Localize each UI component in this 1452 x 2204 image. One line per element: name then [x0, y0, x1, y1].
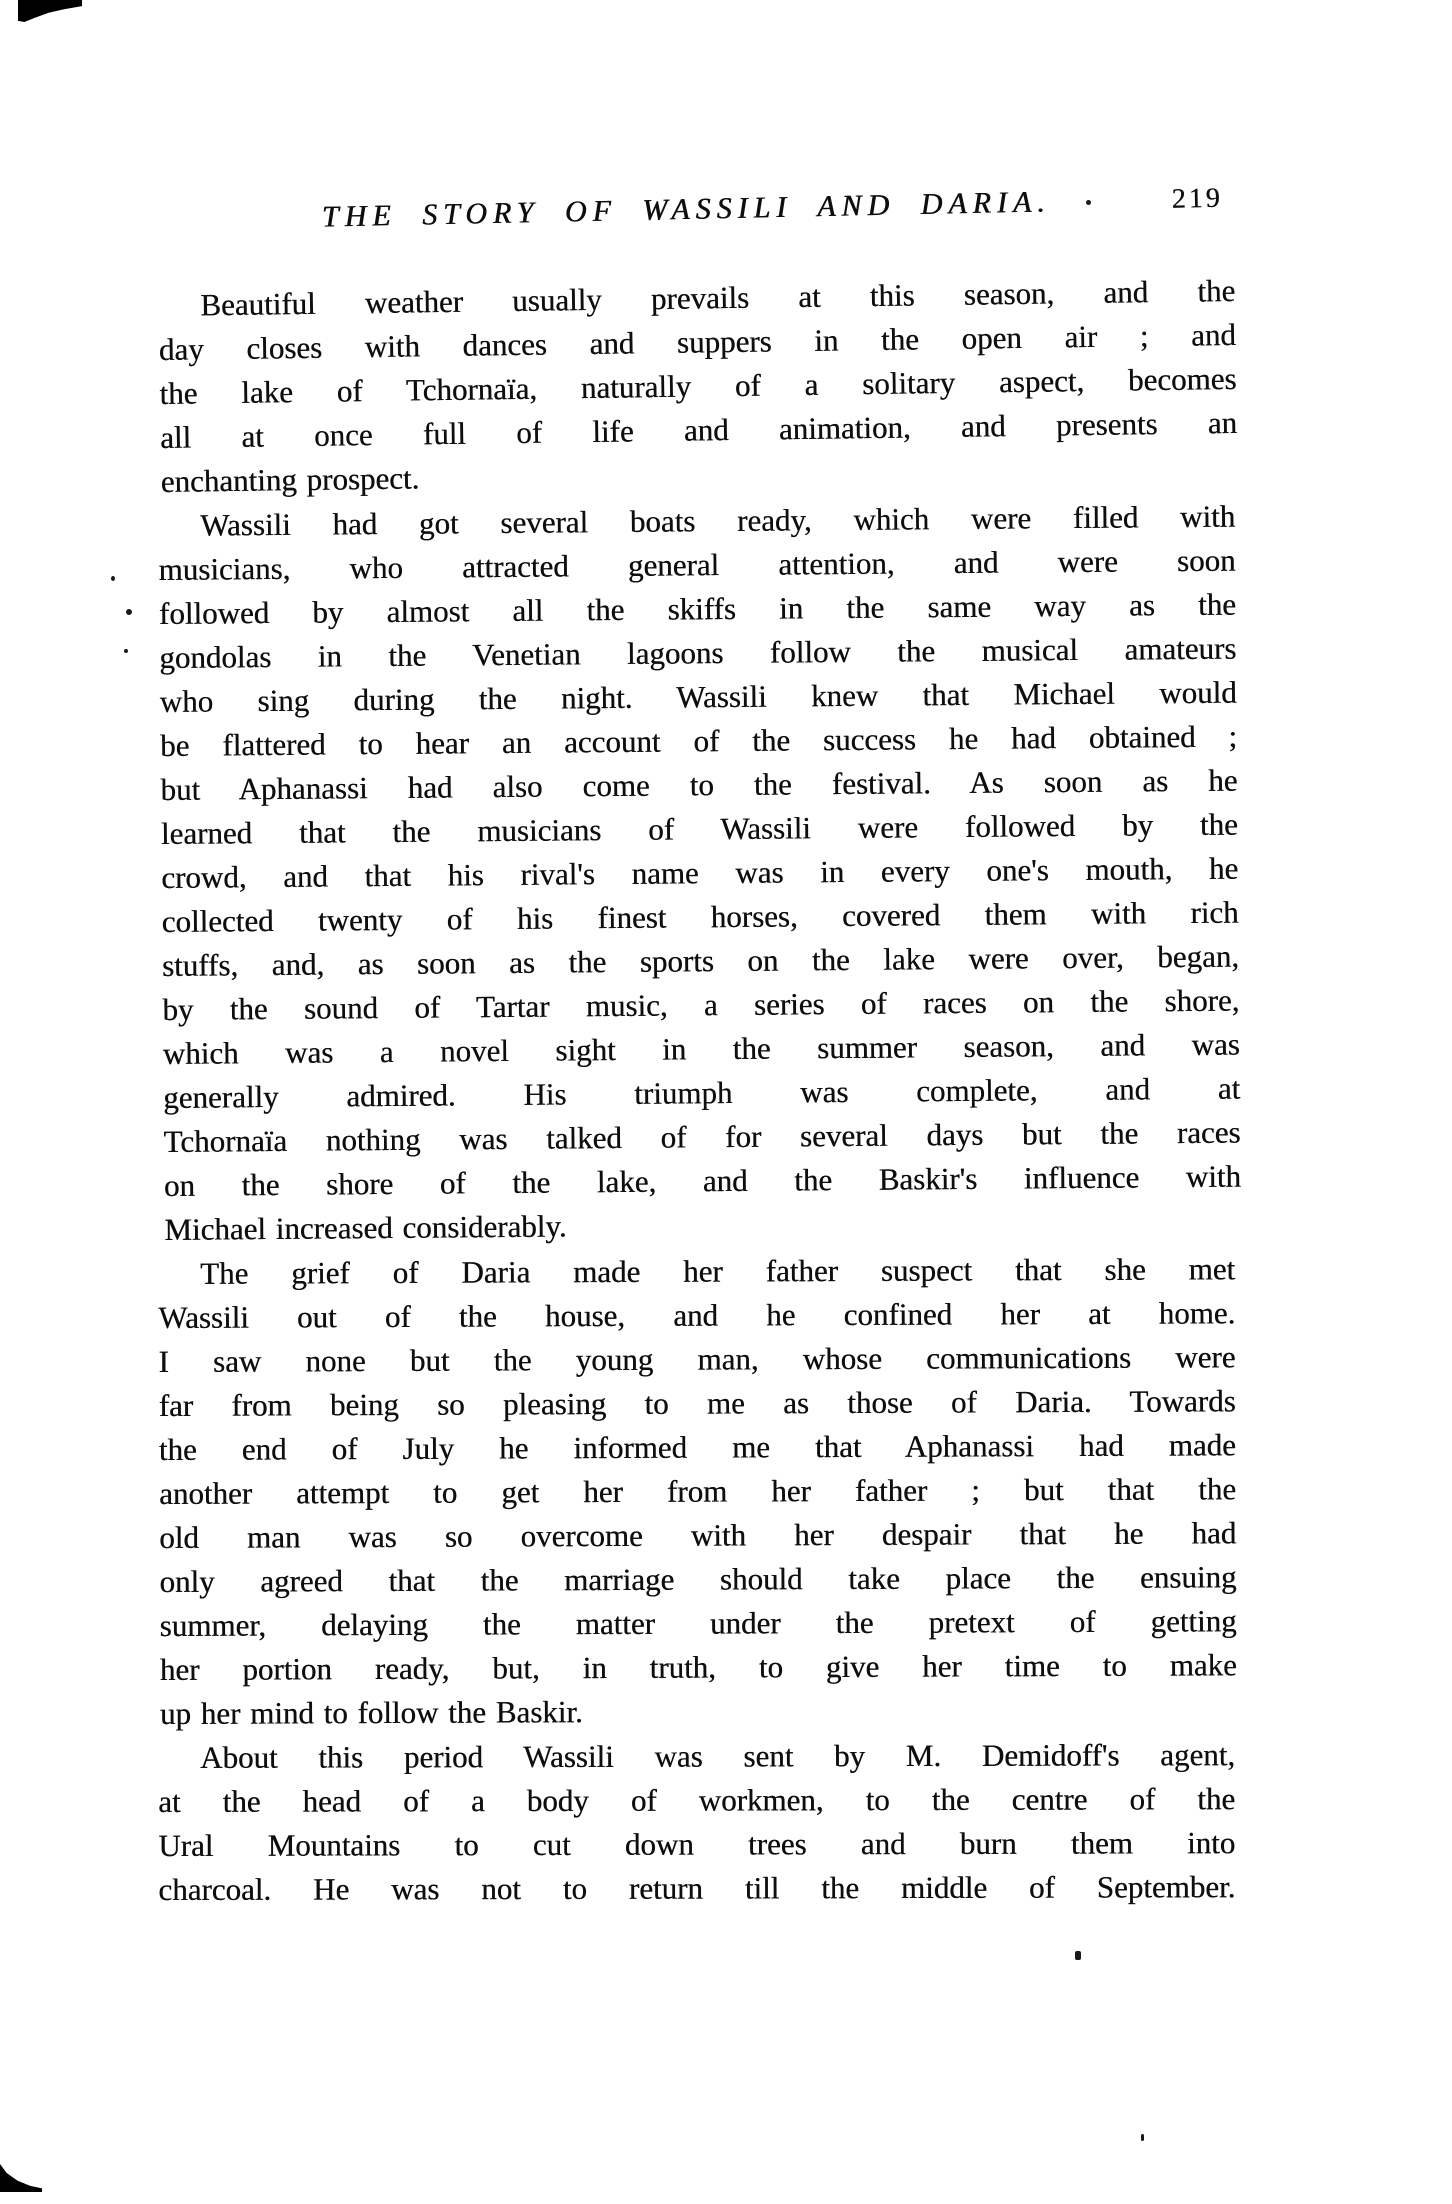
text-line: Wassili had got several boats ready, which were filled with: [200, 498, 1236, 543]
text-line: on the shore of the lake, and the Baskir's influence with: [163, 1158, 1242, 1203]
page-title: THE STORY OF WASSILI AND DARIA.: [321, 185, 1051, 234]
text-line: her portion ready, but, in truth, to give her time to make: [159, 1647, 1237, 1687]
text-line: crowd, and that his rival's name was in every one's mouth, he: [161, 850, 1239, 895]
ink-speck: [124, 649, 128, 653]
text-line: by the sound of Tartar music, a series of races on the shore,: [162, 982, 1240, 1027]
text-line: Beautiful weather usually prevails at this season, and the: [200, 272, 1236, 323]
text-line: stuffs, and, as soon as the sports on the lake were over, began,: [161, 938, 1240, 983]
ink-blot-top-left: [18, 0, 82, 22]
text-line: followed by almost all the skiffs in the same way as the: [158, 586, 1237, 631]
text-line: charcoal. He was not to return till the middle of September.: [158, 1869, 1236, 1907]
text-line: enchanting prospect.: [160, 460, 420, 499]
text-line: musicians, who attracted general attention, and were soon: [158, 542, 1236, 587]
text-line: the end of July he informed me that Aphanassi had made: [158, 1427, 1236, 1467]
text-line: Tchornaïa nothing was talked of for several days but the races: [163, 1114, 1241, 1159]
text-line: collected twenty of his finest horses, covered them with rich: [161, 894, 1239, 939]
text-line: generally admired. His triumph was complete, and at: [163, 1070, 1241, 1115]
text-line: the lake of Tchornaïa, naturally of a solitary aspect, becomes: [159, 360, 1237, 411]
ink-speck: [1141, 2134, 1144, 2141]
text-line: at the head of a body of workmen, to the centre of the: [158, 1781, 1236, 1819]
paragraph: [158, 495, 1241, 1252]
text-line: Michael increased considerably.: [164, 1208, 567, 1247]
text-line: day closes with dances and suppers in the open air ; and: [158, 316, 1237, 367]
ink-blot-bottom-left: [0, 2164, 42, 2192]
ink-speck: [1075, 1951, 1081, 1960]
page-number: 219: [1171, 182, 1223, 215]
text-line: Ural Mountains to cut down trees and burn them into: [158, 1825, 1236, 1863]
ink-speck: [111, 576, 115, 581]
text-line: old man was so overcome with her despair that he had: [159, 1515, 1237, 1555]
text-line: Wassili out of the house, and he confined her at home.: [158, 1295, 1236, 1335]
text-line: another attempt to get her from her father ; but that the: [158, 1471, 1237, 1511]
text-line: but Aphanassi had also come to the festival. As soon as he: [160, 762, 1238, 807]
text-line: gondolas in the Venetian lagoons follow the musical amateurs: [159, 630, 1237, 675]
text-line: all at once full of life and animation, and presents an: [159, 404, 1238, 455]
paragraph: [158, 1247, 1237, 1736]
text-line: which was a novel sight in the summer season, and was: [162, 1026, 1240, 1071]
text-line: far from being so pleasing to me as those of Daria. Towards: [158, 1383, 1236, 1423]
text-line: who sing during the night. Wassili knew that Michael would: [159, 674, 1237, 719]
text-line: I saw none but the young man, whose communications were: [158, 1339, 1236, 1379]
text-line: learned that the musicians of Wassili were followed by the: [160, 806, 1238, 851]
text-line: only agreed that the marriage should take place the ensuing: [159, 1559, 1237, 1599]
paragraph: [158, 1733, 1235, 1912]
text-line: About this period Wassili was sent by M. Demidoff's agent,: [200, 1737, 1236, 1775]
paragraph: [158, 269, 1238, 504]
text-line: up her mind to follow the Baskir.: [159, 1694, 583, 1731]
text-line: The grief of Daria made her father suspect that she met: [200, 1251, 1236, 1291]
text-line: summer, delaying the matter under the pretext of getting: [159, 1603, 1237, 1643]
running-head: [158, 181, 1236, 248]
text-body: [158, 272, 1242, 1912]
text-line: be flattered to hear an account of the success he had obtained ;: [159, 718, 1238, 763]
ink-speck: [126, 609, 132, 615]
